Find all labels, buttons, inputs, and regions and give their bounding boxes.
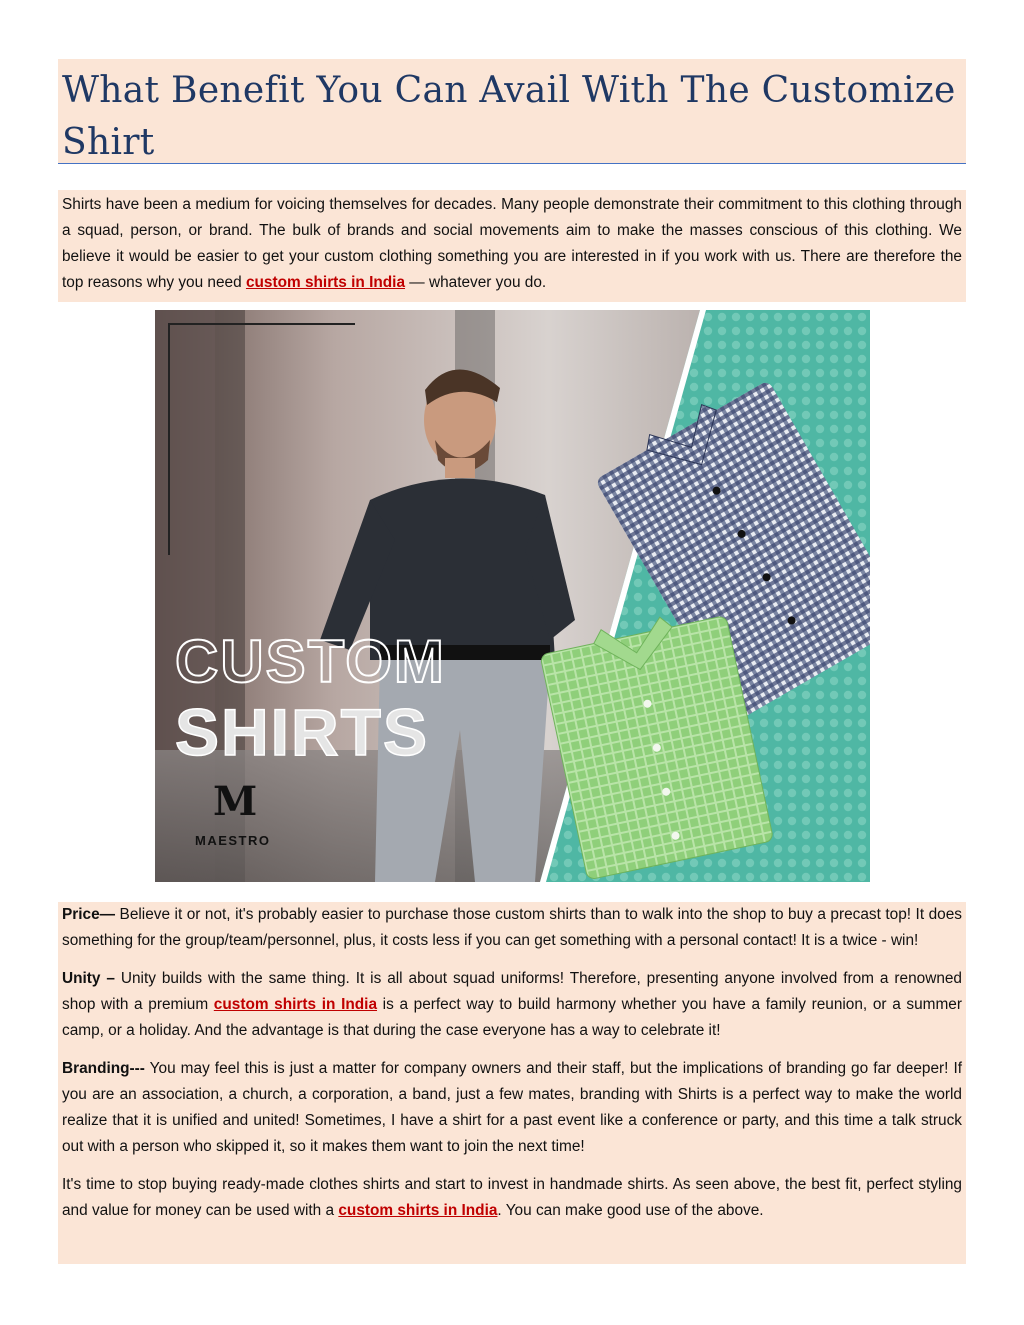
title-box (58, 59, 966, 164)
custom-shirts-link[interactable]: custom shirts in India (213, 996, 378, 1013)
custom-shirts-image (155, 310, 870, 882)
price-paragraph (58, 902, 966, 954)
branding-text: You may feel this is just a matter for company owners and their staff, but the implications of branding go far deeper! If you are an association, a church, a corporation, a band, just a few mates, branding with Shirts is a perfect way to make the world realize that it is unified and united! Sometimes, I have a shirt for a past event like a conference or party, and this time a talk struck out with a person who skipped it, so it makes them want to join the next time! (62, 1060, 962, 1155)
intro-text-end: — whatever you do. (405, 274, 547, 291)
maestro-logo-text: MAESTRO (195, 833, 271, 848)
price-label: Price— (62, 906, 116, 923)
overlay-shirts-text: SHIRTS (175, 695, 430, 769)
content-block (58, 902, 966, 1264)
closing-text: It's time to stop buying ready-made clothes shirts and start to invest in handmade shirts. As seen above, the best fit, perfect styling and value for money can be used with a (62, 1176, 962, 1219)
unity-label: Unity – (62, 970, 115, 987)
overlay-custom-text: CUSTOM (175, 628, 446, 695)
closing-text-end: . You can make good use of the above. (497, 1202, 764, 1219)
maestro-logo-mark: M (213, 778, 258, 825)
unity-text: Unity builds with the same thing. It is all about squad uniforms! Therefore, presenting anyone involved from a renowned shop with a premium (62, 970, 962, 1013)
page-title: What Benefit You Can Avail With The Customize Shirt (62, 70, 956, 163)
branding-paragraph (58, 1056, 966, 1160)
custom-shirts-link[interactable]: custom shirts in India (338, 1202, 498, 1219)
unity-paragraph (58, 966, 966, 1044)
closing-paragraph (58, 1172, 966, 1224)
intro-text: Shirts have been a medium for voicing themselves for decades. Many people demonstrate their commitment to this clothing through a squad, person, or brand. The bulk of brands and social movements aim to make the masses conscious of this clothing. We believe it would be easier to get your custom clothing something you are interested in if you work with us. There are therefore the top reasons why you need (62, 196, 962, 291)
price-text: Believe it or not, it's probably easier to purchase those custom shirts than to walk into the shop to buy a precast top! It does something for the group/team/personnel, plus, it costs less if you can get something with a personal contact! It is a twice - win! (62, 906, 962, 949)
custom-shirts-link[interactable]: custom shirts in India (245, 274, 406, 291)
intro-block (58, 190, 966, 302)
branding-label: Branding--- (62, 1060, 145, 1077)
unity-text-end: is a perfect way to build harmony whether you have a family reunion, or a summer camp, or a holiday. And the advantage is that during the case everyone has a way to celebrate it! (62, 996, 962, 1039)
intro-paragraph (58, 192, 966, 296)
